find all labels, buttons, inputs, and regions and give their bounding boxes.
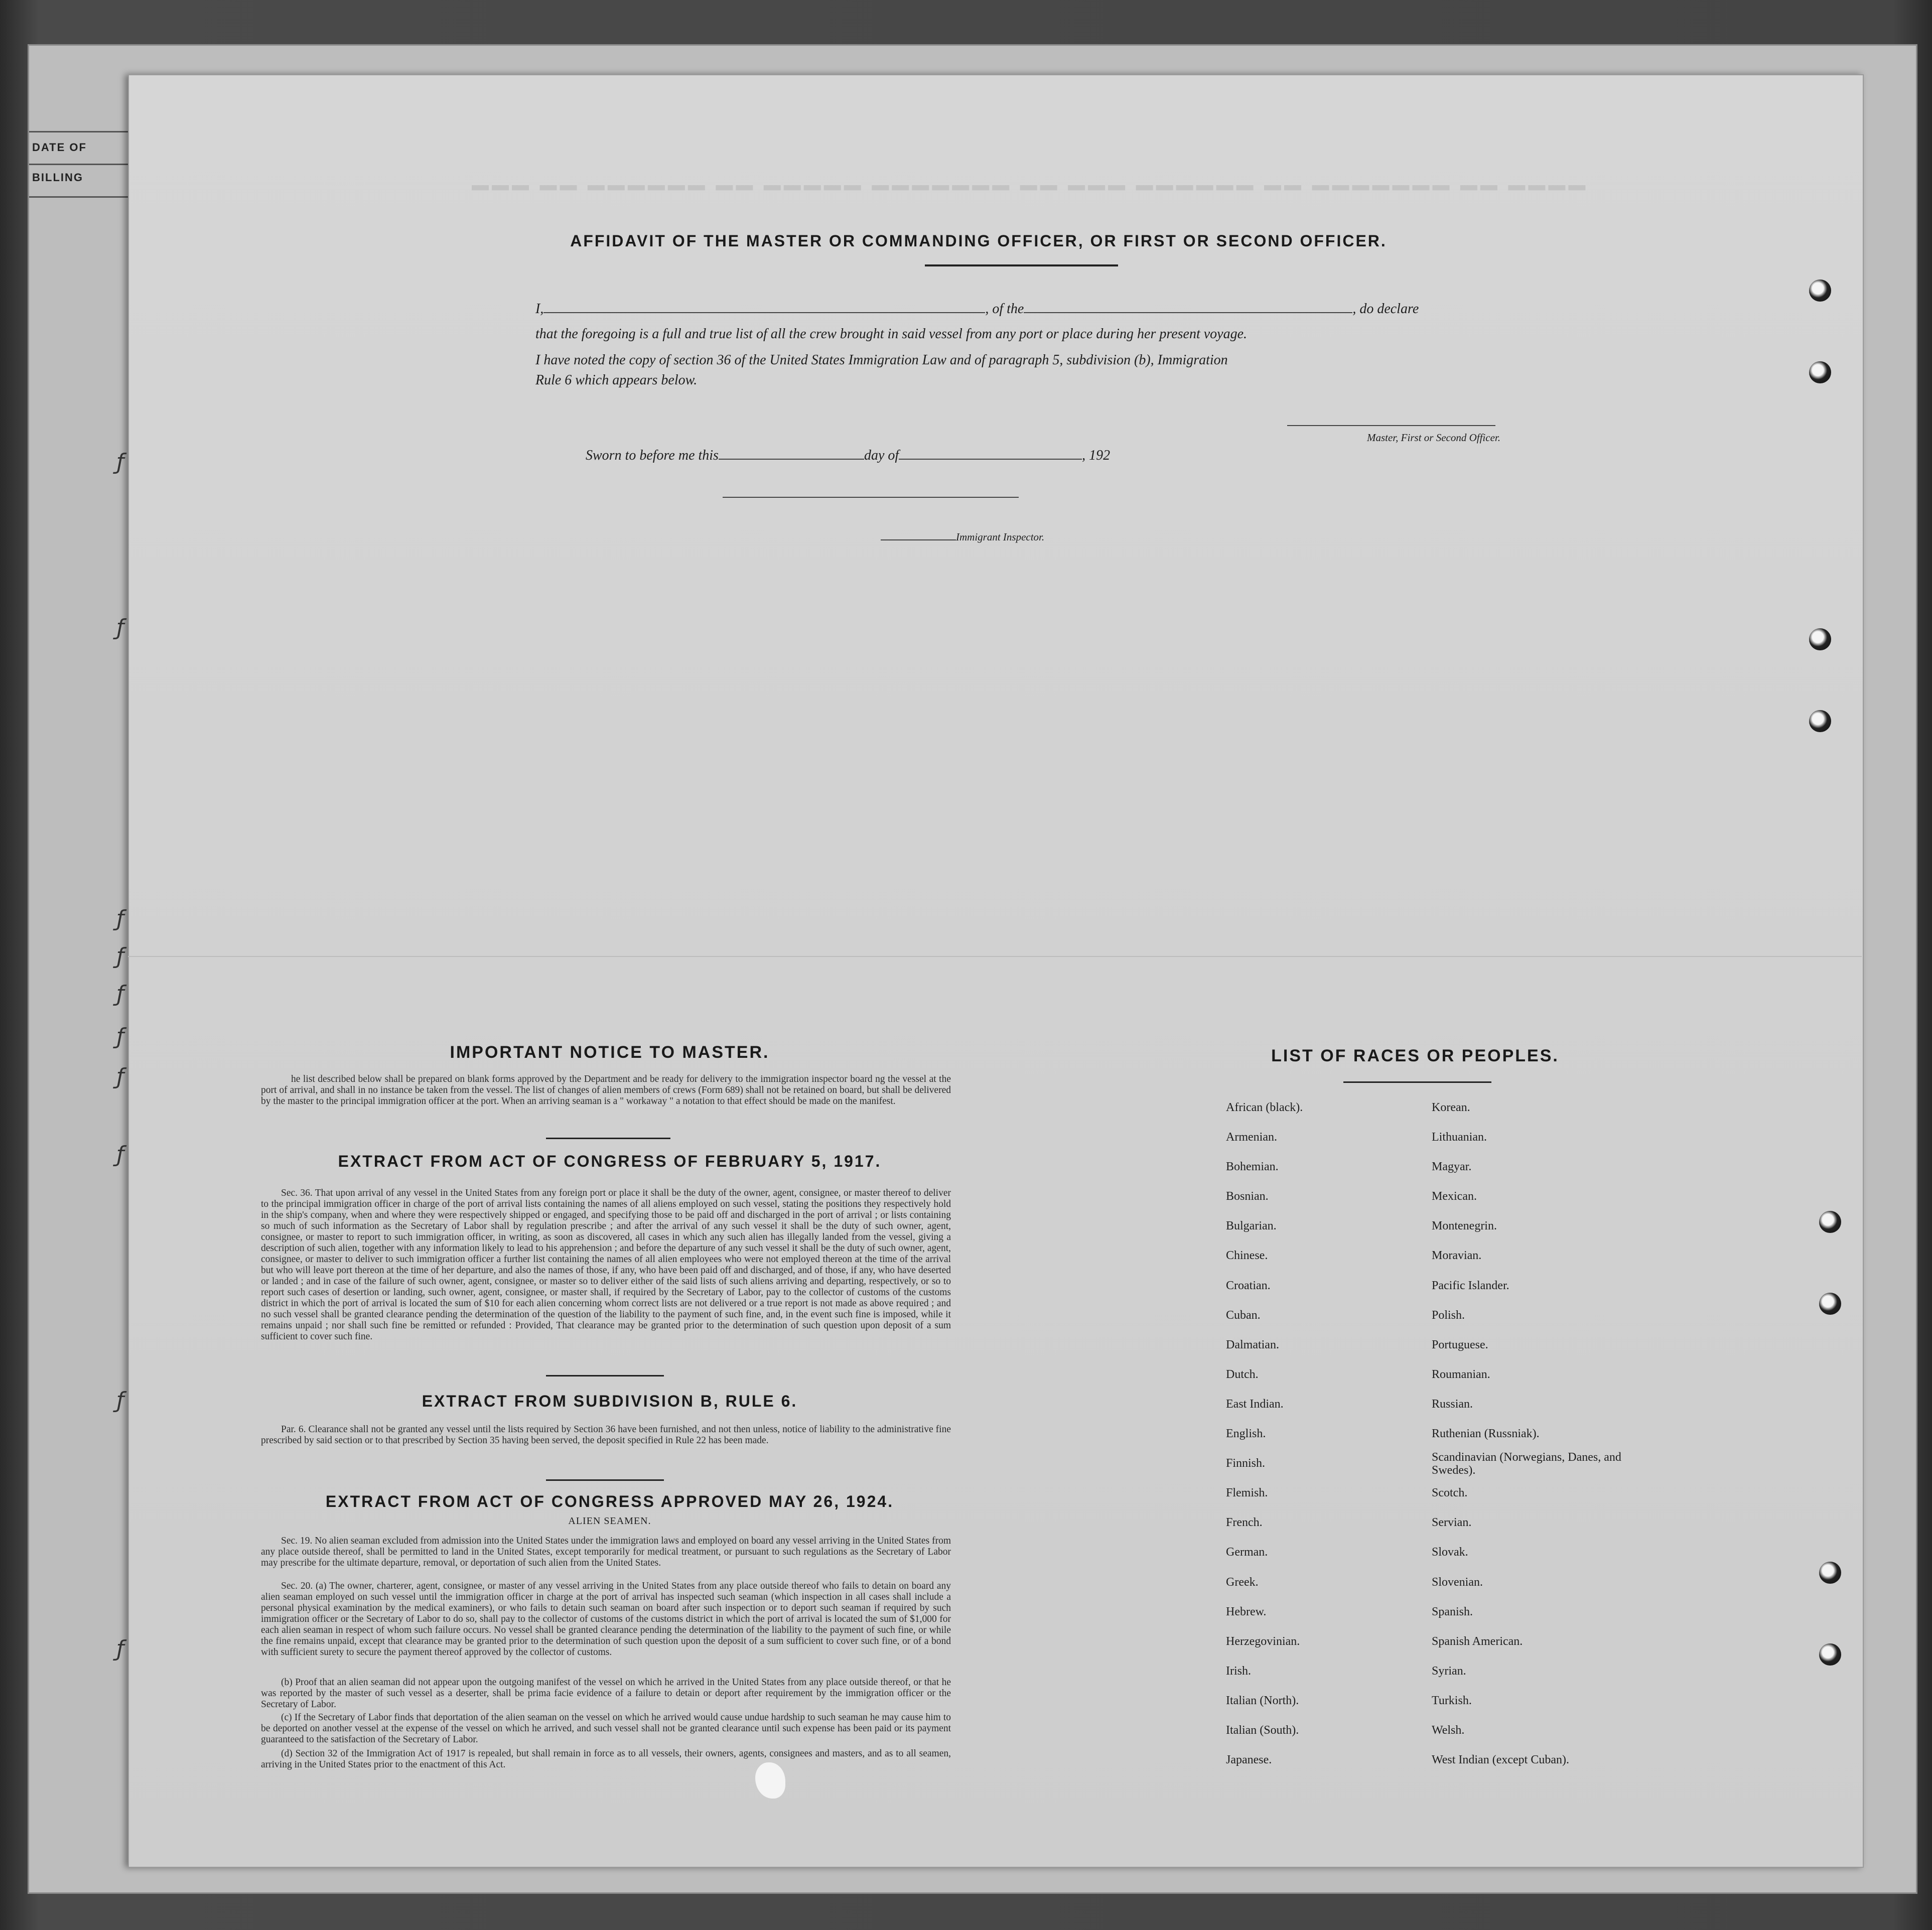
race-item: Montenegrin. [1432,1219,1497,1233]
race-item: Japanese. [1226,1753,1272,1767]
race-item: Ruthenian (Russniak). [1432,1427,1540,1441]
extract-rule6-body: Par. 6. Clearance shall not be granted any vessel until the lists required by Section 36 have been furnished, and not then unless, notice of liability to the administrative fine prescribed by said section or to that prescribed by Section 35 having been served, the deposit specified in Rule 22 has been made. [261,1424,951,1446]
extract-1917-title: EXTRACT FROM ACT OF CONGRESS OF FEBRUARY 5, 1917. [338,1152,882,1170]
fold-line [128,956,1862,957]
punch-hole [1819,1211,1841,1233]
margin-label-date: DATE OF [32,141,87,154]
race-item: East Indian. [1226,1397,1284,1411]
vessel-name-blank [1024,312,1352,313]
declare-label: , do declare [1352,301,1419,317]
extract-1924-sec20d: (d) Section 32 of the Immigration Act of 1917 is repealed, but shall remain in force as to all vessels, their owners, agents, consignees and masters, and as to all seamen, arriving in the United States prior to the enactment of this Act. [261,1748,951,1770]
inspector-signature-line [723,497,1019,498]
sworn-prefix: Sworn to before me this [586,448,719,463]
section-divider [546,1375,664,1376]
punch-hole [1809,628,1831,650]
race-item: Polish. [1432,1308,1465,1322]
extract-1924-subtitle: ALIEN SEAMEN. [568,1515,651,1527]
section-divider [546,1138,670,1139]
handwritten-mark: ƒ [116,906,124,931]
affidavit-line-1 [535,300,1504,318]
handwritten-mark: ƒ [116,449,124,475]
race-item: Scandinavian (Norwegians, Danes, and Swedes). [1432,1451,1621,1477]
month-blank [899,459,1082,460]
margin-rule [29,164,129,165]
race-item: Chinese. [1226,1249,1268,1263]
race-item: Mexican. [1432,1190,1477,1203]
race-item: German. [1226,1546,1268,1559]
day-blank [719,459,864,460]
extract-1924-title: EXTRACT FROM ACT OF CONGRESS APPROVED MAY 26, 1924. [325,1492,894,1510]
title-underline [925,264,1118,266]
race-item: Irish. [1226,1664,1251,1678]
affidavit-title: AFFIDAVIT OF THE MASTER OR COMMANDING OFFICER, OR FIRST OR SECOND OFFICER. [570,232,1387,250]
extract-1924-sec20a: Sec. 20. (a) The owner, charterer, agent, consignee, or master of any vessel arriving in the United States from any place outside thereof who fails to detain on board any alien seaman employed on such vessel until the immigration officer in charge at the port of arrival has inspected such seaman (which inspection in all cases shall include a personal physical examination by the medical examiners), or who fails to detain such seaman on board after such inspection or to deport such seaman if required by such immigration officer or the Secretary of Labor to do so, shall pay to the collector of customs of the customs district in which the port of arrival is located the sum of $1,000 for each alien seaman in respect of whom such failure occurs. No vessel shall be granted clearance pending the determination of the liability to the payment of such fine, or while the fine remains unpaid, except that clearance may be granted prior to the determination of such question upon the deposit of a sum sufficient to cover such fine, or of a bond with sufficient surety to secure the payment thereof approved by the collector of customs. [261,1581,951,1658]
race-item: Greek. [1226,1575,1259,1589]
race-item: Welsh. [1432,1723,1465,1737]
races-left-column [1226,1093,1427,1775]
race-item: Cuban. [1226,1308,1261,1322]
race-item: Slovak. [1432,1546,1468,1559]
races-right-column [1432,1093,1658,1775]
notice-title: IMPORTANT NOTICE TO MASTER. [450,1043,770,1062]
race-item: Spanish. [1432,1605,1473,1618]
race-item: Finnish. [1226,1457,1266,1470]
race-item: Slovenian. [1432,1575,1483,1589]
declarant-name-blank [543,312,985,313]
race-item: Syrian. [1432,1664,1466,1678]
margin-rule [29,131,129,132]
signature-line [1287,425,1495,426]
race-item: Turkish. [1432,1694,1472,1707]
handwritten-mark: ƒ [116,943,124,969]
race-item: Croatian. [1226,1279,1271,1292]
handwritten-mark: ƒ [116,981,124,1007]
margin-rule [29,196,129,198]
race-item: Italian (South). [1226,1723,1299,1737]
extract-rule6-title: EXTRACT FROM SUBDIVISION B, RULE 6. [422,1392,798,1410]
race-item: Armenian. [1226,1131,1277,1144]
declarant-prefix: I, [535,301,544,317]
sworn-year-label: , 192 [1082,448,1111,463]
handwritten-mark: ƒ [116,1636,124,1662]
race-item: Dutch. [1226,1367,1259,1381]
race-item: English. [1226,1427,1266,1441]
punch-hole [1819,1293,1841,1315]
race-item: Lithuanian. [1432,1131,1487,1144]
extract-1917-body: Sec. 36. That upon arrival of any vessel in the United States from any foreign port or place it shall be the duty of the owner, agent, consignee, or master thereof to deliver to the principal immigration officer in charge of the port of arrival lists containing the names of all aliens employed on such vessel, stating the positions they respectively hold in the ship's company, when and where they were respectively shipped or engaged, and specifying those to be paid off and discharged in the port of arrival ; or lists containing so much of such information as the Secretary of Labor shall by regulation prescribe ; and after the arrival of any such vessel it shall be the duty of such owner, agent, consignee, or master to report to such immigration officer, in writing, as soon as discovered, all cases in which any such alien has illegally landed from the vessel, giving a description of such alien, together with any information likely to lead to his apprehension ; and before the departure of any such vessel it shall be the duty of such owner, agent, consignee, or master to deliver to such immigration officer a further list containing the names of all alien employees who were not employed thereon at the time of the arrival but who will leave port thereon at the time of her departure, and also the names of those, if any, who have been paid off and discharged, and of those, if any, who have deserted or landed ; and in case of the failure of such owner, agent, consignee, or master so to deliver either of the said lists of such aliens arriving and departing, respectively, or so to report such cases of desertion or landing, such owner, agent, consignee, or master shall, if required by the Secretary of Labor, pay to the collector of customs of the customs district in which the port of arrival is located the sum of $10 for each alien concerning whom correct lists are not delivered or a true report is not made as above required ; and no such vessel shall be granted clearance pending the determination of the question of the liability to the payment of such fine, and, in the event such fine is imposed, while it remains unpaid ; nor shall such fine be remitted or refunded : Provided, That clearance may be granted prior to the determination of such question upon deposit of a sum sufficient to cover such fine. [261,1188,951,1342]
handwritten-mark: ƒ [116,1388,124,1413]
race-item: Roumanian. [1432,1367,1490,1381]
affidavit-line-2: that the foregoing is a full and true list of all the crew brought in said vessel from any port or place during her present voyage. [535,326,1248,342]
inspector-short-line [881,539,956,540]
race-item: Spanish American. [1432,1634,1523,1648]
inspector-caption: Immigrant Inspector. [956,531,1045,543]
bleed-through-text: ▬▬▬ ▬▬ ▬▬▬▬▬▬ ▬▬ ▬▬▬▬▬ ▬▬▬▬▬▬▬ ▬▬ ▬▬▬ ▬▬▬▬▬▬ ▬▬ ▬▬▬▬▬▬▬ ▬▬ ▬▬▬▬ [472,181,1589,200]
punch-hole [1819,1562,1841,1584]
punch-hole [1809,361,1831,383]
sworn-day-label: day of [864,448,899,463]
margin-label-billing: BILLING [32,171,83,184]
race-item: African (black). [1226,1101,1303,1114]
races-title-underline [1343,1081,1491,1083]
race-item: Russian. [1432,1397,1473,1411]
handwritten-mark: ƒ [116,1024,124,1049]
race-item: Herzegovinian. [1226,1634,1300,1648]
race-item: Portuguese. [1432,1338,1488,1351]
race-item: Scotch. [1432,1486,1468,1500]
race-item: Pacific Islander. [1432,1279,1509,1292]
race-item: Bulgarian. [1226,1219,1277,1233]
of-the-label: , of the [985,301,1024,317]
affidavit-line-3: I have noted the copy of section 36 of the United States Immigration Law and of paragraph 5, subdivision (b), Immigration [535,352,1228,368]
section-divider [546,1479,664,1481]
handwritten-mark: ƒ [116,1142,124,1167]
race-item: Magyar. [1432,1160,1472,1174]
race-item: Korean. [1432,1101,1470,1114]
extract-1924-sec19: Sec. 19. No alien seaman excluded from admission into the United States under the immigration laws and employed on board any vessel arriving in the United States from any place outside thereof, shall be permitted to land in the United States, except temporarily for medical treatment, or pursuant to such regulations as the Secretary of Labor may prescribe for the ultimate departure, removal, or deportation of such alien from the United States. [261,1536,951,1568]
race-item: Bohemian. [1226,1160,1279,1174]
race-item: Hebrew. [1226,1605,1267,1618]
race-item: French. [1226,1516,1263,1530]
notice-body: he list described below shall be prepared on blank forms approved by the Department and be ready for delivery to the immigration inspector board ng the vessel at the port of arrival, and shall in no instance be taken from the vessel. The list of changes of alien members of crews (Form 689) shall not be retained on board, but shall be delivered by the master to the principal immigration officer at the port. When an arriving seaman is a " workaway " a notation to that effect should be made on the manifest. [261,1074,951,1107]
handwritten-mark: ƒ [116,615,124,640]
race-item: Bosnian. [1226,1190,1269,1203]
race-item: Italian (North). [1226,1694,1299,1707]
punch-hole [1809,710,1831,732]
race-item: Servian. [1432,1516,1472,1530]
extract-1924-sec20b: (b) Proof that an alien seaman did not appear upon the outgoing manifest of the vessel on which he arrived in the United States from any place outside thereof, or that he was reported by the master of such vessel as a deserter, shall be prima facie evidence of a failure to detain or deport after requirement by the immigration officer or the Secretary of Labor. [261,1677,951,1710]
handwritten-mark: ƒ [116,1064,124,1089]
punch-hole [1819,1643,1841,1666]
race-item: Dalmatian. [1226,1338,1279,1351]
races-title: LIST OF RACES OR PEOPLES. [1271,1046,1559,1065]
race-item: Flemish. [1226,1486,1268,1500]
race-item: West Indian (except Cuban). [1432,1753,1569,1767]
sworn-line [586,447,1238,465]
punch-hole [1809,280,1831,302]
affidavit-line-4: Rule 6 which appears below. [535,372,698,388]
race-item: Moravian. [1432,1249,1482,1263]
signature-caption: Master, First or Second Officer. [1367,432,1500,444]
extract-1924-sec20c: (c) If the Secretary of Labor finds that deportation of the alien seaman on the vessel on which he arrived would cause undue hardship to such seaman he may cause him to be deported on another vessel at the expense of the vessel on which he arrived, and such vessel shall not be granted clearance until such expense has been paid or its payment guaranteed to the satisfaction of the Secretary of Labor. [261,1712,951,1745]
